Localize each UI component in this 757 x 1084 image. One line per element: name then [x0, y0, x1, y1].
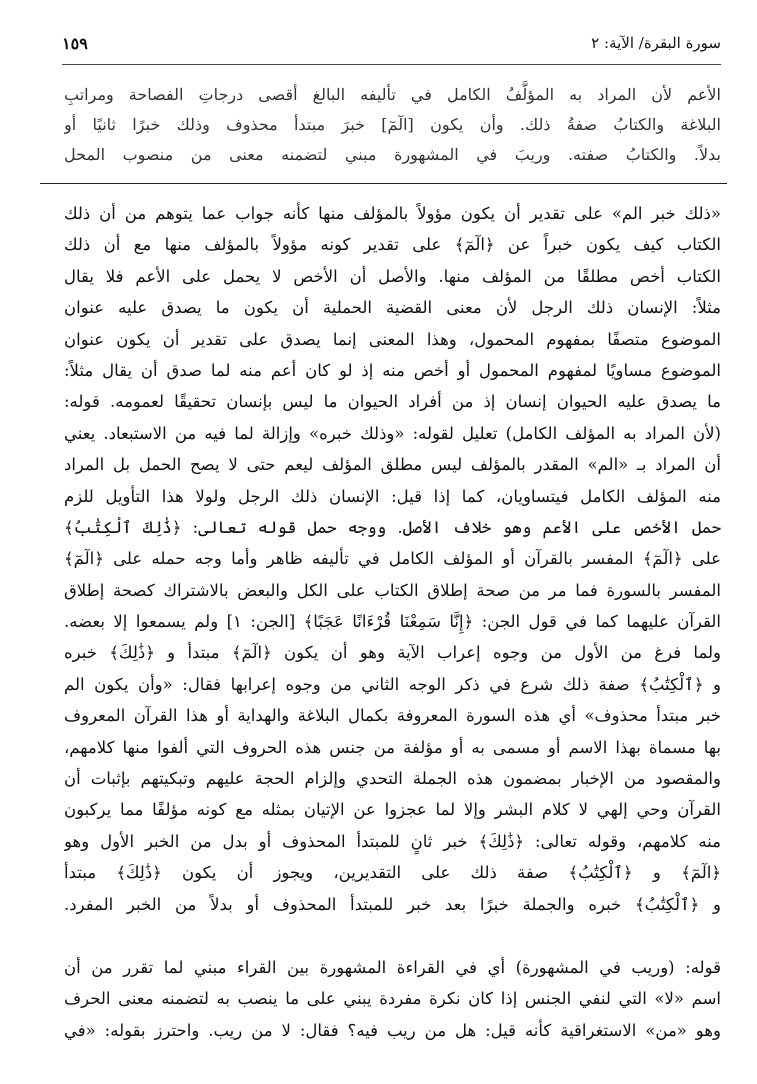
text-line: «ذلك خبر الم» على تقدير أن يكون مؤولاً بالمؤلف منها كأنه جواب عما يتوهم من أن ذلك: [64, 204, 721, 223]
text-line: ﴿الٓمٓ﴾ و ﴿ٱلْكِتَٰبُ﴾ صفة ذلك على التقديرين، ويجوز أن يكون ﴿ذَٰلِكَ﴾ مبتدأ: [64, 863, 721, 883]
text-line: الموضوع متصفًا بمفهوم المحمول، وهذا المعنى إنما يصدق على تقدير أن يكون عنوان: [64, 329, 721, 349]
header-title: سورة البقرة/ الآية: ٢: [591, 34, 721, 52]
text-line: المفسر بالسورة فما مر من صحة إطلاق الكتاب على الكل والبعض بالاشتراك كصحة إطلاق: [64, 580, 721, 600]
quoted-base-text: [64, 80, 721, 170]
text-line: والمقصود من الإخبار بمضمون هذه الجملة التحدي وإلزام الحجة عليهم وتبكيتهم بإثبات أن: [64, 769, 721, 789]
text-line: بها مسماة بهذا الاسم أو مسمى به أو مؤلفة من جنس هذه الحروف التي ألفوا منها كلامهم،: [64, 737, 721, 757]
commentary-paragraph: [64, 952, 721, 1046]
text-line: الأعم لأن المراد به المؤلَّفُ الكامل في تأليفه البالغ أقصى درجاتِ الفصاحة ومراتبِ: [64, 85, 721, 104]
text-line: وهو «من» الاستغراقية كأنه قيل: هل من ريب فيه؟ فقال: لا من ريب. واحترز بقوله: «في: [64, 1020, 721, 1040]
commentary-text: [64, 198, 721, 920]
text-line: خبر مبتدأ محذوف» أي هذه السورة المعروفة بكمال البلاغة والهداية أو هذا القرآن المعروف: [64, 706, 721, 726]
text-line: اسم «لا» التي لنفي الجنس إذا كان نكرة مفردة يبني على ما ينصب به لتضمنه معنى الحرف: [64, 989, 721, 1009]
text-line: على ﴿الٓمٓ﴾ المفسر بالقرآن أو المؤلف الكامل في تأليفه ظاهر وأما وجه حمله على ﴿الٓمٓ﴾: [64, 549, 721, 569]
text-line: و ﴿ٱلْكِتَٰبُ﴾ صفة ذلك شرع في ذكر الوجه الثاني من وجوه إعرابها فقال: «وأن يكون الم: [64, 674, 721, 694]
text-line: منه المؤلف الكامل فيتساويان، كما إذا قيل: الإنسان ذلك الرجل ولولا هذا التأويل للزم: [64, 486, 721, 506]
page-number: ١٥٩: [62, 34, 88, 53]
text-line: الموضوع مساويًا لمفهوم المحمول أو أخص منه إذ لو كان أعم منه لما صدق أن يقال مثلاً:: [64, 360, 721, 380]
header-rule: [62, 64, 721, 65]
text-line: القرآن عليهما كما في قول الجن: ﴿إِنَّا سَمِعْنَا قُرْءَانًا عَجَبًا﴾ [الجن: ١] ولم يسمعوا إلا بعضه.: [64, 612, 721, 632]
text-line: الكتاب كيف يكون خبراً عن ﴿الٓمٓ﴾ على تقدير كونه مؤولاً بالمؤلف منها مع أن ذلك: [64, 235, 721, 255]
text-line: منه كلامهم، وقوله تعالى: ﴿ذَٰلِكَ﴾ خبر ثانٍ للمبتدأ المحذوف أو بدل من الخبر الأول وهو: [64, 831, 721, 851]
text-line: أن المراد بـ «الم» المقدر بالمؤلف ليس مطلق المؤلف ليعم حتى لا يصح الحمل بل المراد: [64, 455, 721, 475]
text-line: مثلاً: الإنسان ذلك الرجل لأن معنى القضية الحملية أن يكون ما يصدق عليه عنوان: [64, 298, 721, 318]
text-line: حمل الأخص على الأعم وهو خلاف الأصل. ووجه حمل قوله تعالى: ﴿ذَٰلِكَ ٱلْكِتَٰبُ﴾: [64, 517, 721, 537]
text-line: قوله: (وريب في المشهورة) أي في القراءة المشهورة بين القراء مبني لما تقرر من أن: [64, 958, 721, 977]
text-line: البلاغة والكتابُ صفةُ ذلك. وأن يكون [الٓمٓ] خبرَ مبتدأ محذوف وذلك خبرًا ثانيًا أو: [64, 115, 721, 134]
running-header: [62, 34, 721, 56]
text-line: و ﴿ٱلْكِتَٰبُ﴾ خبره والجملة خبرًا بعد خبر للمبتدأ المحذوف أو بدلاً من الخبر المفرد.: [64, 894, 721, 914]
text-line: الكتاب أخص مطلقًا من المؤلف منها. والأصل أن الأخص لا يحمل على الأعم فلا يقال: [64, 266, 721, 286]
separator-rule: [40, 183, 727, 184]
text-line: ما يصدق عليه الحيوان إنسان إذ من أفراد الحيوان ما ليس بإنسان تحقيقًا لعمومه. قوله:: [64, 392, 721, 412]
text-line: (لأن المراد به المؤلف الكامل) تعليل لقوله: «وذلك خبره» وإزالة لما فيه من الاستبعاد. يعني: [64, 423, 721, 443]
text-line: القرآن وحي إلهي لا كلام البشر وإلا لما عجزوا عن الإتيان بمثله مع كونه مؤلفًا مما يركبون: [64, 800, 721, 820]
text-line: ولما فرغ من الأول من وجوه إعراب الآية وهو أن يكون ﴿الٓمٓ﴾ مبتدأ و ﴿ذَٰلِكَ﴾ خبره: [64, 643, 721, 663]
text-line: بدلاً. والكتابُ صفته. وريبَ في المشهورة مبني لتضمنه معنى من منصوب المحل: [64, 145, 721, 164]
